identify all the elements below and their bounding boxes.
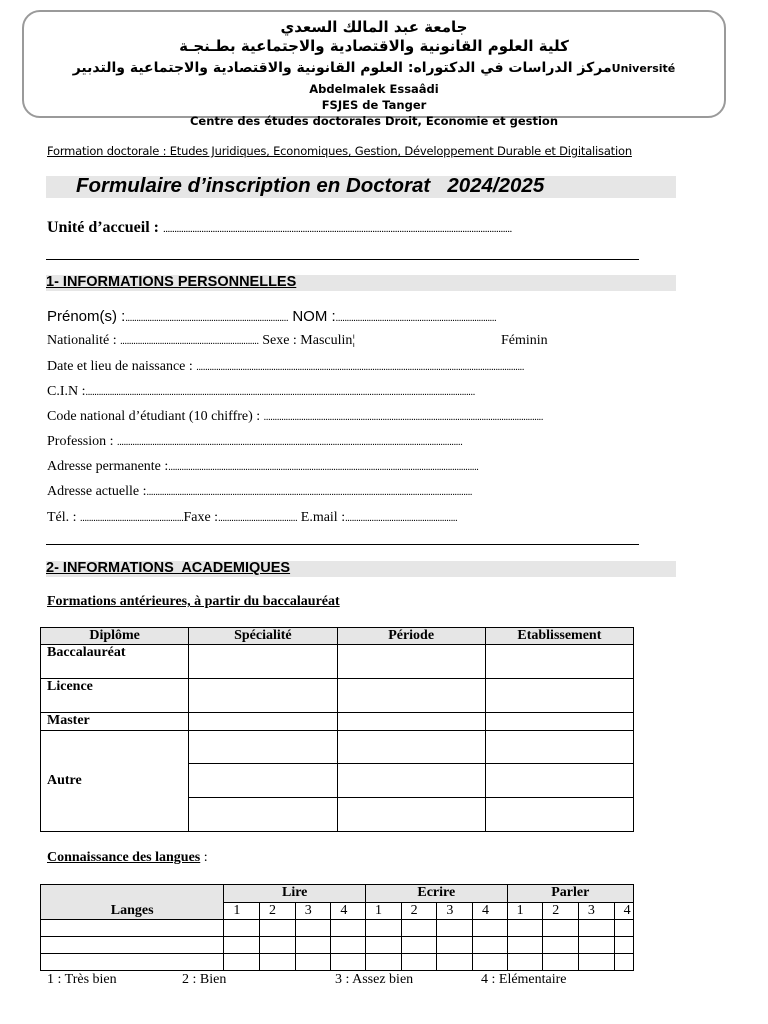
legend-tres-bien: 1 : Très bien xyxy=(47,972,117,987)
date-dots: ..................................................................................................................................................... xyxy=(196,362,525,373)
header-ecrire: Ecrire xyxy=(366,885,508,903)
arabic-university-name: جامعة عبد المالك السعدي xyxy=(280,18,468,36)
legend-bien: 2 : Bien xyxy=(182,972,227,987)
level-4: 4 xyxy=(614,902,633,920)
unite-accueil-label: Unité d’accueil : xyxy=(47,219,159,236)
table-cell[interactable] xyxy=(41,954,224,971)
university-name: Abdelmalek Essaâdi xyxy=(309,82,439,96)
table-cell[interactable] xyxy=(224,954,260,971)
date-label: Date et lieu de naissance : xyxy=(47,359,197,374)
level-3: 3 xyxy=(437,902,473,920)
table-cell[interactable] xyxy=(614,954,633,971)
header-parler: Parler xyxy=(507,885,633,903)
table-cell[interactable] xyxy=(295,954,331,971)
table-cell[interactable] xyxy=(331,954,366,971)
table-cell[interactable] xyxy=(366,954,402,971)
table-cell[interactable] xyxy=(260,920,296,937)
langues-title-row xyxy=(47,850,208,866)
header-diplome: Diplôme xyxy=(41,628,189,645)
table-cell[interactable] xyxy=(507,954,543,971)
sexe-label: Sexe : Masculin xyxy=(258,333,353,348)
fax-label: Faxe : xyxy=(183,510,219,525)
prenom-nom-row[interactable] xyxy=(47,308,496,326)
table-cell[interactable] xyxy=(295,937,331,954)
table-cell[interactable] xyxy=(543,920,579,937)
date-naissance-row[interactable] xyxy=(47,359,524,375)
table-cell[interactable] xyxy=(485,731,633,764)
adresse-actuelle-label: Adresse actuelle : xyxy=(47,484,147,499)
nom-label: NOM : xyxy=(288,308,336,325)
unite-accueil-dots: ........................................................................................................................................................... xyxy=(162,223,512,235)
table-cell[interactable] xyxy=(543,937,579,954)
table-cell[interactable] xyxy=(189,764,337,798)
level-2: 2 xyxy=(543,902,579,920)
header-specialite: Spécialité xyxy=(189,628,337,645)
table-cell[interactable] xyxy=(614,937,633,954)
feminin-option[interactable]: Féminin xyxy=(501,333,548,348)
langues-table xyxy=(40,884,634,971)
row-label-autre: Autre xyxy=(41,731,189,832)
center-name: Centre des études doctorales Droit, Economie et gestion xyxy=(189,114,559,128)
formations-table xyxy=(40,627,634,832)
header-periode: Période xyxy=(337,628,485,645)
form-title: Formulaire d’inscription en Doctorat 2024/2025 xyxy=(76,174,545,197)
table-cell[interactable] xyxy=(337,645,485,679)
level-1: 1 xyxy=(366,902,402,920)
table-cell[interactable] xyxy=(472,937,507,954)
table-row xyxy=(41,645,634,679)
table-row xyxy=(41,920,634,937)
table-cell[interactable] xyxy=(337,679,485,713)
table-cell[interactable] xyxy=(224,920,260,937)
tel-dots: ............................................... xyxy=(80,513,184,524)
header-lire: Lire xyxy=(224,885,366,903)
level-3: 3 xyxy=(295,902,331,920)
cin-dots: ................................................................................................................................................................................. xyxy=(85,387,475,398)
table-cell[interactable] xyxy=(401,937,437,954)
table-cell[interactable] xyxy=(189,679,337,713)
table-row xyxy=(41,731,634,764)
level-1: 1 xyxy=(224,902,260,920)
table-cell[interactable] xyxy=(337,764,485,798)
table-cell[interactable] xyxy=(437,920,473,937)
faculty-name: FSJES de Tanger xyxy=(321,98,427,112)
section2-title: 2- INFORMATIONS ACADEMIQUES xyxy=(46,560,291,576)
table-cell[interactable] xyxy=(189,645,337,679)
nom-dots: ......................................................................... xyxy=(335,313,497,324)
cin-label: C.I.N : xyxy=(47,384,86,399)
table-cell[interactable] xyxy=(485,764,633,798)
email-label: E.mail : xyxy=(297,510,346,525)
table-cell[interactable] xyxy=(507,920,543,937)
arabic-center-name: مركز الدراسات في الدكتوراه: العلوم القانونية والاقتصادية والاجتماعية والتدبير xyxy=(72,60,612,76)
level-4: 4 xyxy=(472,902,507,920)
profession-row[interactable] xyxy=(47,434,462,450)
level-1: 1 xyxy=(507,902,543,920)
code-label: Code national d’étudiant (10 chiffre) : xyxy=(47,409,264,424)
code-dots: ............................................................................................................................... xyxy=(263,412,544,423)
email-dots: ................................................... xyxy=(345,513,458,524)
nationalite-dots: ............................................................... xyxy=(120,336,259,347)
table-cell[interactable] xyxy=(295,920,331,937)
arabic-faculty-name: كلية العلوم القانونية والاقتصادية والاجتماعية بطـنجـة xyxy=(179,37,569,55)
table-cell[interactable] xyxy=(578,920,614,937)
institution-header xyxy=(22,10,726,128)
table-cell[interactable] xyxy=(401,920,437,937)
table-cell[interactable] xyxy=(331,920,366,937)
fax-dots: .................................... xyxy=(218,513,298,524)
table-cell[interactable] xyxy=(366,920,402,937)
row-label-licence: Licence xyxy=(41,679,189,713)
code-national-row[interactable] xyxy=(47,409,543,425)
divider xyxy=(46,544,639,545)
table-cell[interactable] xyxy=(578,937,614,954)
table-row xyxy=(41,937,634,954)
contact-row[interactable] xyxy=(47,510,457,526)
adresse-actuelle-row[interactable] xyxy=(47,484,472,500)
prenom-dots: .......................................................................... xyxy=(125,313,289,324)
cin-row[interactable] xyxy=(47,384,475,400)
table-cell[interactable] xyxy=(472,920,507,937)
table-cell[interactable] xyxy=(614,920,633,937)
table-cell[interactable] xyxy=(337,713,485,731)
tel-label: Tél. : xyxy=(47,510,81,525)
profession-dots: ............................................................................................................................................................. xyxy=(117,437,463,448)
table-row xyxy=(41,713,634,731)
nationalite-sexe-row[interactable] xyxy=(47,333,355,349)
section1-title: 1- INFORMATIONS PERSONNELLES xyxy=(46,274,297,290)
table-cell[interactable] xyxy=(437,954,473,971)
table-row xyxy=(41,679,634,713)
table-cell[interactable] xyxy=(189,731,337,764)
adresse-actuelle-dots: .................................................................................................................................................... xyxy=(146,487,473,498)
table-cell[interactable] xyxy=(260,937,296,954)
divider xyxy=(46,259,639,260)
table-cell[interactable] xyxy=(485,645,633,679)
adresse-permanente-row[interactable] xyxy=(47,459,479,475)
table-cell[interactable] xyxy=(260,954,296,971)
adresse-permanente-dots: ............................................................................................................................................. xyxy=(168,462,479,473)
nationalite-label: Nationalité : xyxy=(47,333,121,348)
masculin-checkbox[interactable]: ¦ xyxy=(352,333,356,348)
table-cell[interactable] xyxy=(578,954,614,971)
table-cell[interactable] xyxy=(401,954,437,971)
table-cell[interactable] xyxy=(189,713,337,731)
legend-elementaire: 4 : Elémentaire xyxy=(481,972,567,987)
adresse-permanente-label: Adresse permanente : xyxy=(47,459,169,474)
level-3: 3 xyxy=(578,902,614,920)
header-etablissement: Etablissement xyxy=(485,628,633,645)
table-cell[interactable] xyxy=(543,954,579,971)
table-cell[interactable] xyxy=(472,954,507,971)
formation-doctorale: Formation doctorale : Etudes Juridiques, Economiques, Gestion, Développement Durable et Digitalisation xyxy=(47,144,632,158)
table-cell[interactable] xyxy=(485,798,633,832)
table-cell[interactable] xyxy=(366,937,402,954)
table-cell[interactable] xyxy=(437,937,473,954)
table-cell[interactable] xyxy=(224,937,260,954)
unite-accueil-field[interactable] xyxy=(47,219,512,237)
table-cell[interactable] xyxy=(337,798,485,832)
formations-title: Formations antérieures, à partir du baccalauréat xyxy=(47,594,340,609)
langues-colon: : xyxy=(200,850,208,865)
row-label-baccalaureat: Baccalauréat xyxy=(41,645,189,679)
university-label: Université xyxy=(611,62,676,75)
profession-label: Profession : xyxy=(47,434,117,449)
table-cell[interactable] xyxy=(189,798,337,832)
table-cell[interactable] xyxy=(485,679,633,713)
legend-assez-bien: 3 : Assez bien xyxy=(335,972,414,987)
level-4: 4 xyxy=(331,902,366,920)
table-cell[interactable] xyxy=(41,937,224,954)
prenom-label: Prénom(s) : xyxy=(47,308,126,325)
level-2: 2 xyxy=(260,902,296,920)
table-cell[interactable] xyxy=(41,920,224,937)
table-cell[interactable] xyxy=(331,937,366,954)
level-2: 2 xyxy=(401,902,437,920)
table-cell[interactable] xyxy=(507,937,543,954)
table-cell[interactable] xyxy=(337,731,485,764)
table-cell[interactable] xyxy=(485,713,633,731)
header-langues: Langes xyxy=(41,885,224,920)
row-label-master: Master xyxy=(41,713,189,731)
langues-title: Connaissance des langues xyxy=(47,850,201,865)
arabic-center-line xyxy=(44,60,704,76)
table-row xyxy=(41,954,634,971)
